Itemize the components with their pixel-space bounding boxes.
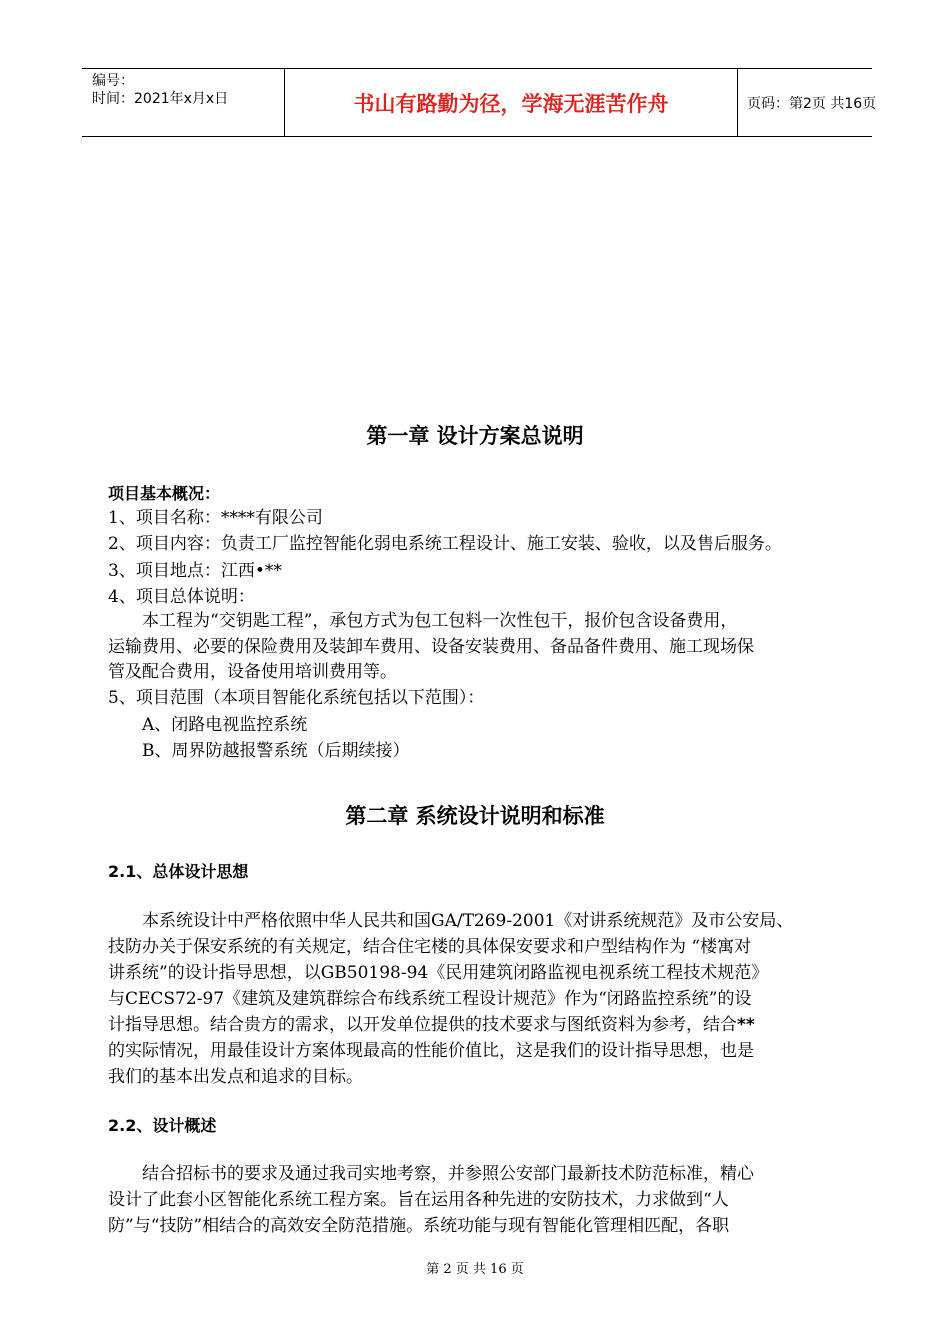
- header-motto: 书山有路勤为径，学海无涯苦作舟: [284, 69, 738, 136]
- project-item-location: 3、项目地点：江西•**: [108, 561, 282, 581]
- chapter2-title: 第二章 系统设计说明和标准: [345, 804, 605, 828]
- scope-item-a: A、闭路电视监控系统: [142, 715, 308, 735]
- header-page-label: 页码：第2页 共16页: [747, 95, 877, 112]
- header-meta: [82, 69, 284, 136]
- section-2-2-heading: 2.2、设计概述: [108, 1116, 217, 1135]
- s21-line-2: 技防办关于保安系统的有关规定，结合住宅楼的具体保安要求和户型结构作为 “楼寓对: [108, 937, 752, 957]
- summary-line-1: 本工程为“交钥匙工程”，承包方式为包工包料一次性包干，报价包含设备费用，: [142, 611, 738, 631]
- document-number-label: 编号：: [92, 73, 134, 89]
- project-scope: 5、项目范围（本项目智能化系统包括以下范围）：: [108, 688, 485, 708]
- project-item-content: 2、项目内容：负责工厂监控智能化弱电系统工程设计、施工安装、验收，以及售后服务。: [108, 534, 782, 554]
- s21-line-1: 本系统设计中严格依照中华人民共和国GA/T269-2001《对讲系统规范》及市公安局、: [142, 911, 794, 931]
- s22-line-1: 结合招标书的要求及通过我司实地考察，并参照公安部门最新技术防范标准，精心: [142, 1164, 754, 1184]
- chapter1-title: 第一章 设计方案总说明: [366, 424, 584, 448]
- s21-line-3: 讲系统”的设计指导思想，以GB50198-94《民用建筑闭路监视电视系统工程技术规范》: [108, 963, 769, 983]
- s21-line-5: [108, 1015, 755, 1035]
- s22-line-3: 防”与“技防”相结合的高效安全防范措施。系统功能与现有智能化管理相匹配，各职: [108, 1216, 730, 1236]
- summary-line-2: 运输费用、必要的保险费用及装卸车费用、设备安装费用、备品备件费用、施工现场保: [108, 637, 754, 657]
- overview-heading: 项目基本概况：: [108, 484, 221, 503]
- section-2-1-heading: 2.1、总体设计思想: [108, 862, 249, 881]
- s21-line-5-text: 计指导思想。结合贵方的需求，以开发单位提供的技术要求与图纸资料为参考，结合: [108, 1015, 737, 1035]
- s22-line-2: 设计了此套小区智能化系统工程方案。旨在运用各种先进的安防技术，力求做到“人: [108, 1190, 729, 1210]
- document-date-label: 时间：2021年x月x日: [92, 91, 229, 107]
- summary-line-3: 管及配合费用，设备使用培训费用等。: [108, 662, 397, 682]
- project-item-summary: 4、项目总体说明：: [108, 587, 255, 607]
- document-header: [82, 68, 877, 137]
- page-footer: 第 2 页 共 16 页: [426, 1262, 524, 1277]
- s21-bold-marker: **: [737, 1015, 755, 1035]
- s21-line-7: 我们的基本出发点和追求的目标。: [108, 1067, 363, 1087]
- project-item-name: 1、项目名称：****有限公司: [108, 508, 323, 528]
- s21-line-4: 与CECS72-97《建筑及建筑群综合布线系统工程设计规范》作为“闭路监控系统”的设: [108, 989, 752, 1009]
- scope-item-b: B、周界防越报警系统（后期续接）: [142, 741, 410, 761]
- s21-line-6: 的实际情况，用最佳设计方案体现最高的性能价值比，这是我们的设计指导思想，也是: [108, 1041, 754, 1061]
